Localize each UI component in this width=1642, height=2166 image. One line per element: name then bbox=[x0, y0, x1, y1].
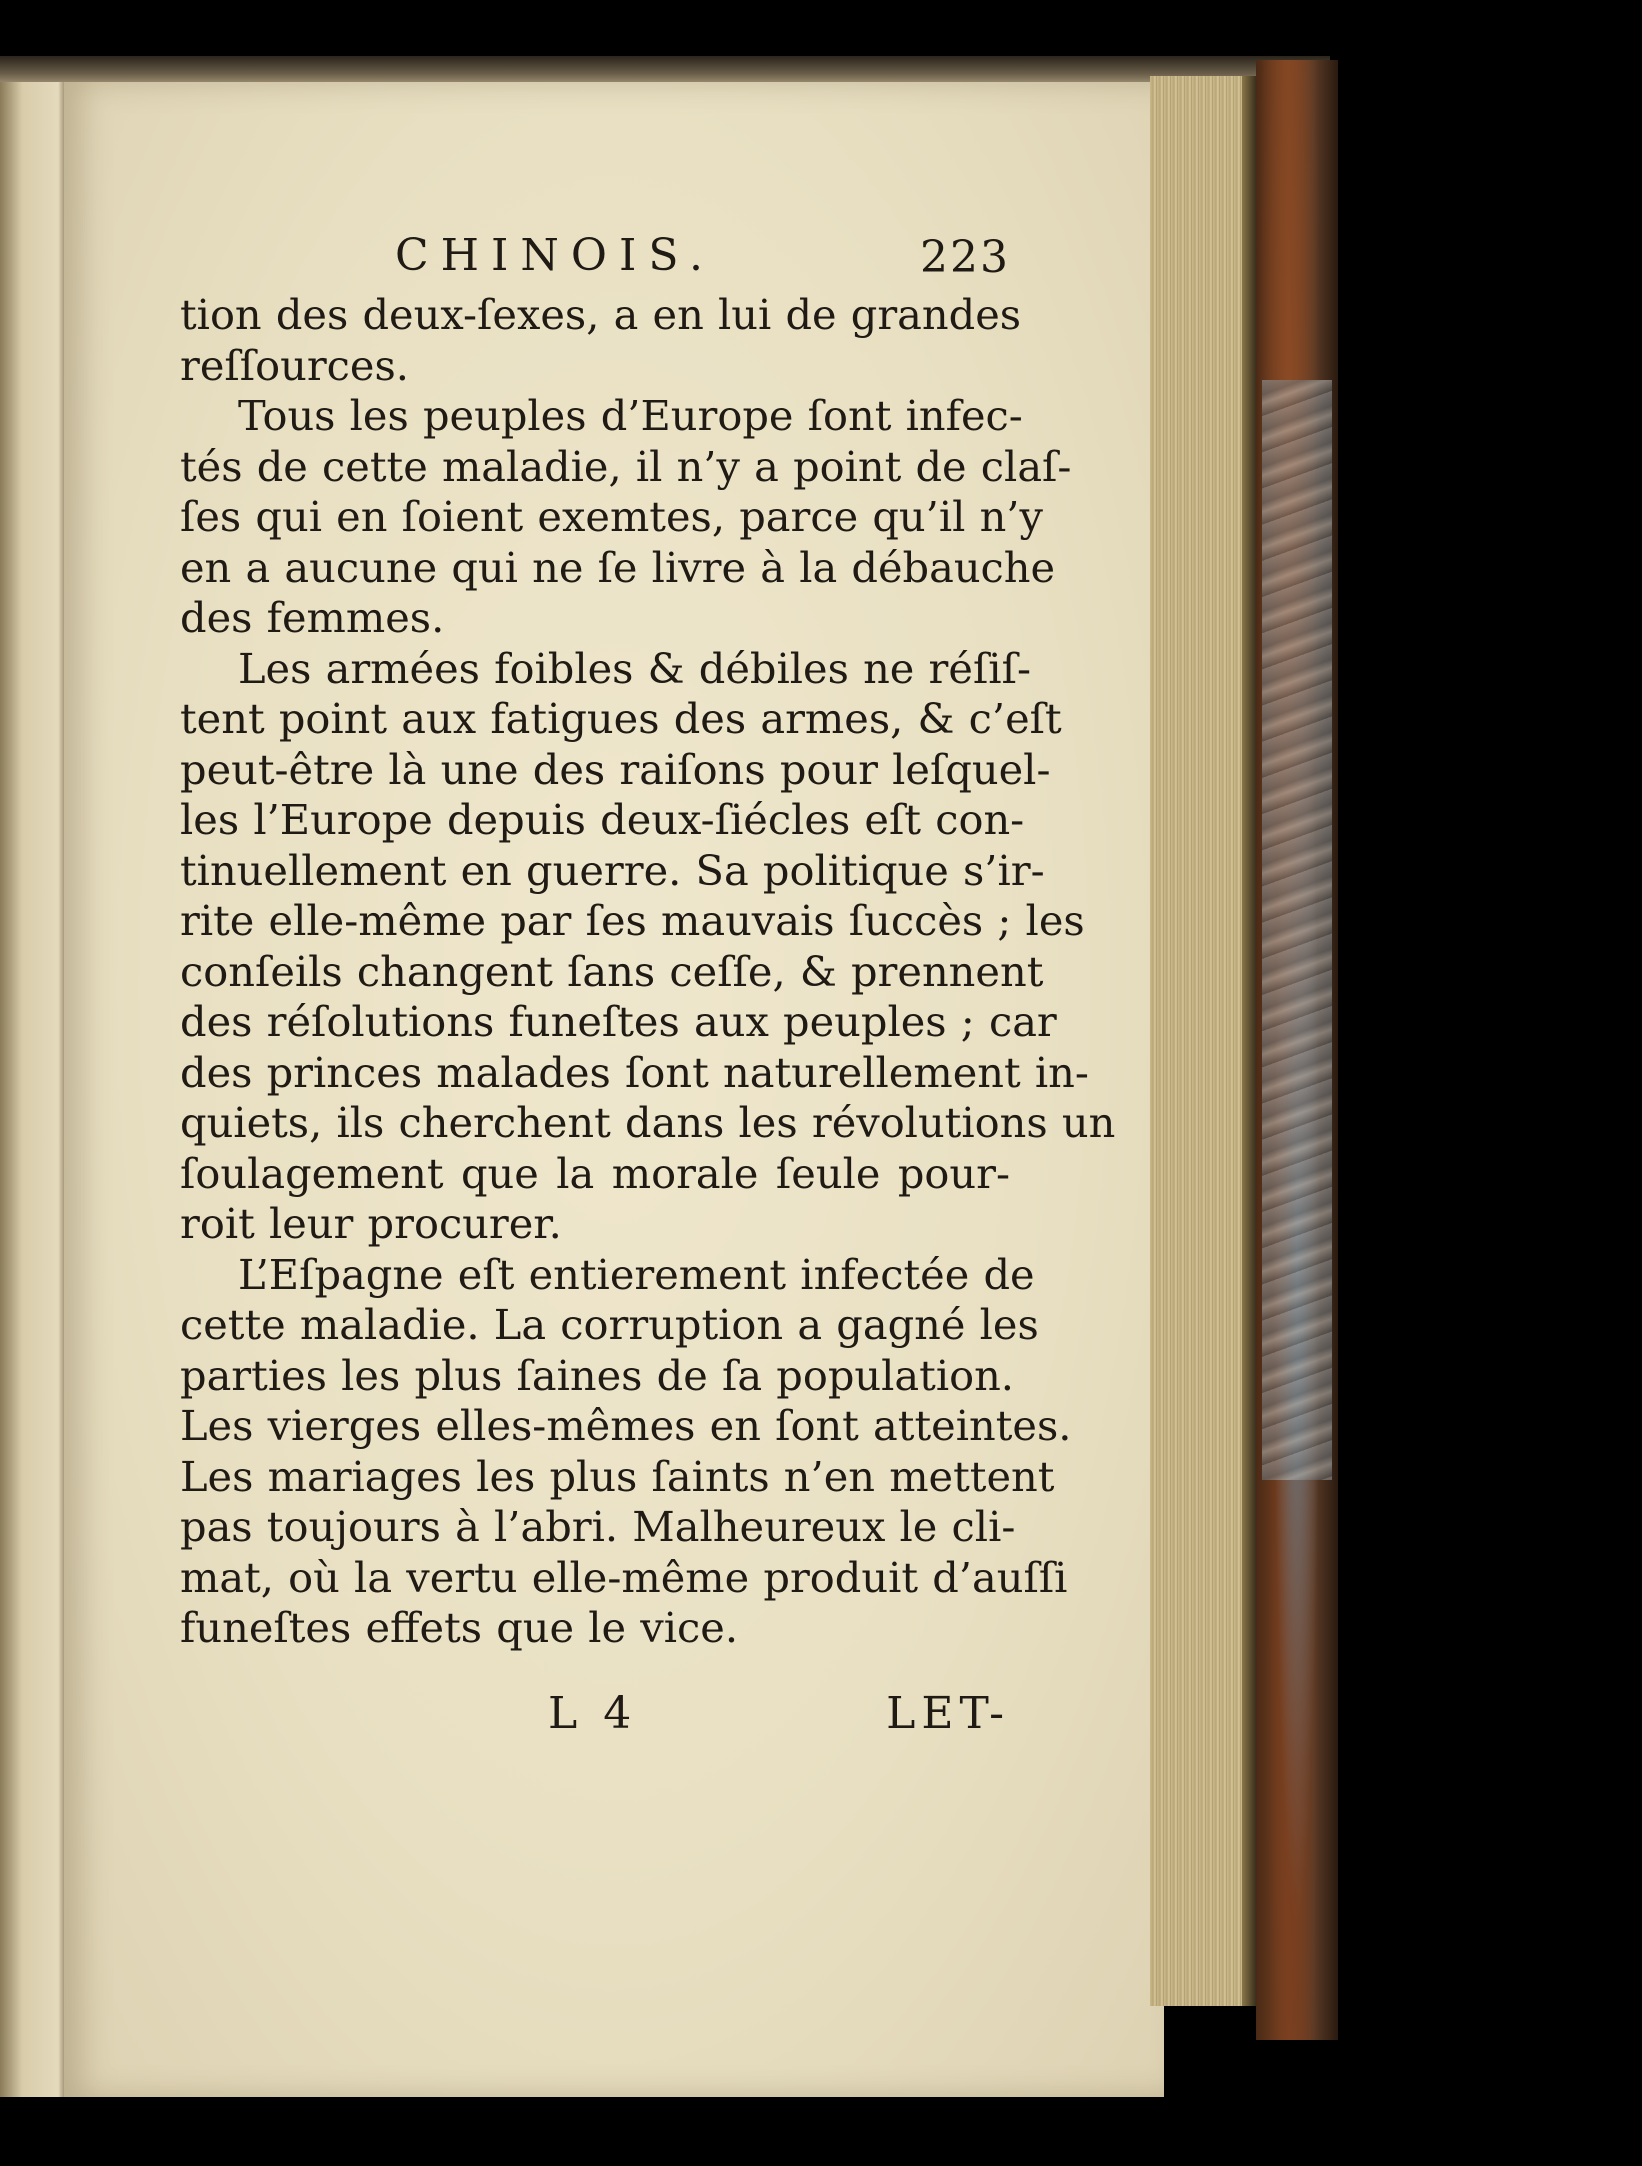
paragraph bbox=[180, 1249, 1072, 1654]
text-line: tent point aux fatigues des armes, & c’eſt bbox=[180, 694, 1062, 743]
text-line: Tous les peuples d’Europe ſont infec- bbox=[238, 391, 1023, 440]
text-line: tion des deux-ſexes, a en lui de grandes bbox=[180, 290, 1022, 339]
text-line: Les mariages les plus ſaints n’en mettent bbox=[180, 1451, 1055, 1501]
text-line: rite elle-même par ſes mauvais ſuccès ; les bbox=[180, 896, 1085, 945]
text-line: Les vierges elles-mêmes en ſont atteintes. bbox=[180, 1401, 1072, 1450]
running-head: CHINOIS. bbox=[395, 230, 715, 281]
text-line: cette maladie. La corruption a gagné les bbox=[180, 1300, 1039, 1349]
catchword: LET- bbox=[886, 1688, 1010, 1739]
text-line: reſſources. bbox=[180, 340, 409, 390]
paragraph bbox=[180, 290, 1022, 391]
text-line: des princes malades ſont naturellement in- bbox=[180, 1047, 1089, 1097]
marbled-board bbox=[1262, 380, 1332, 1480]
text-line: des femmes. bbox=[180, 593, 445, 642]
text-line: ſes qui en ſoient exemtes, parce qu’il n’y bbox=[180, 492, 1043, 541]
text-line: en a aucune qui ne ſe livre à la débauche bbox=[180, 542, 1056, 592]
text-line: peut-être là une des raiſons pour leſquel- bbox=[180, 744, 1051, 794]
text-line: pas toujours à l’abri. Malheureux le cli- bbox=[180, 1502, 1016, 1551]
page-number: 223 bbox=[920, 232, 1010, 283]
text-block bbox=[180, 230, 1116, 1654]
previous-page-edge bbox=[0, 82, 64, 2097]
text-line: roit leur procurer. bbox=[180, 1199, 562, 1248]
text-line: quiets, ils cherchent dans les révolutions un bbox=[180, 1098, 1116, 1147]
text-line: tinuellement en guerre. Sa politique s’ir- bbox=[180, 845, 1045, 895]
text-line: tés de cette maladie, il n’y a point de claſ- bbox=[180, 441, 1072, 491]
paragraph bbox=[180, 643, 1116, 1250]
paragraph bbox=[180, 391, 1072, 644]
text-line: conſeils changent ſans ceſſe, & prennent bbox=[180, 946, 1044, 996]
signature-mark: L 4 bbox=[548, 1688, 638, 1739]
text-line: funeſtes effets que le vice. bbox=[180, 1603, 739, 1652]
text-line: des réſolutions funeſtes aux peuples ; car bbox=[180, 997, 1057, 1046]
text-line: ſoulagement que la morale ſeule pour- bbox=[180, 1148, 1010, 1198]
text-line: parties les plus ſaines de ſa population. bbox=[180, 1350, 1014, 1400]
page-header bbox=[180, 230, 1010, 290]
text-line: Les armées foibles & débiles ne réſiſ- bbox=[238, 643, 1031, 693]
page-footer bbox=[180, 1688, 1010, 1748]
text-line: mat, où la vertu elle-même produit d’auſſi bbox=[180, 1552, 1068, 1602]
text-line: L’Eſpagne eſt entierement infectée de bbox=[238, 1249, 1035, 1299]
text-line: les l’Europe depuis deux-ſiécles eſt con- bbox=[180, 795, 1025, 844]
page-block-edges bbox=[1150, 76, 1256, 2006]
